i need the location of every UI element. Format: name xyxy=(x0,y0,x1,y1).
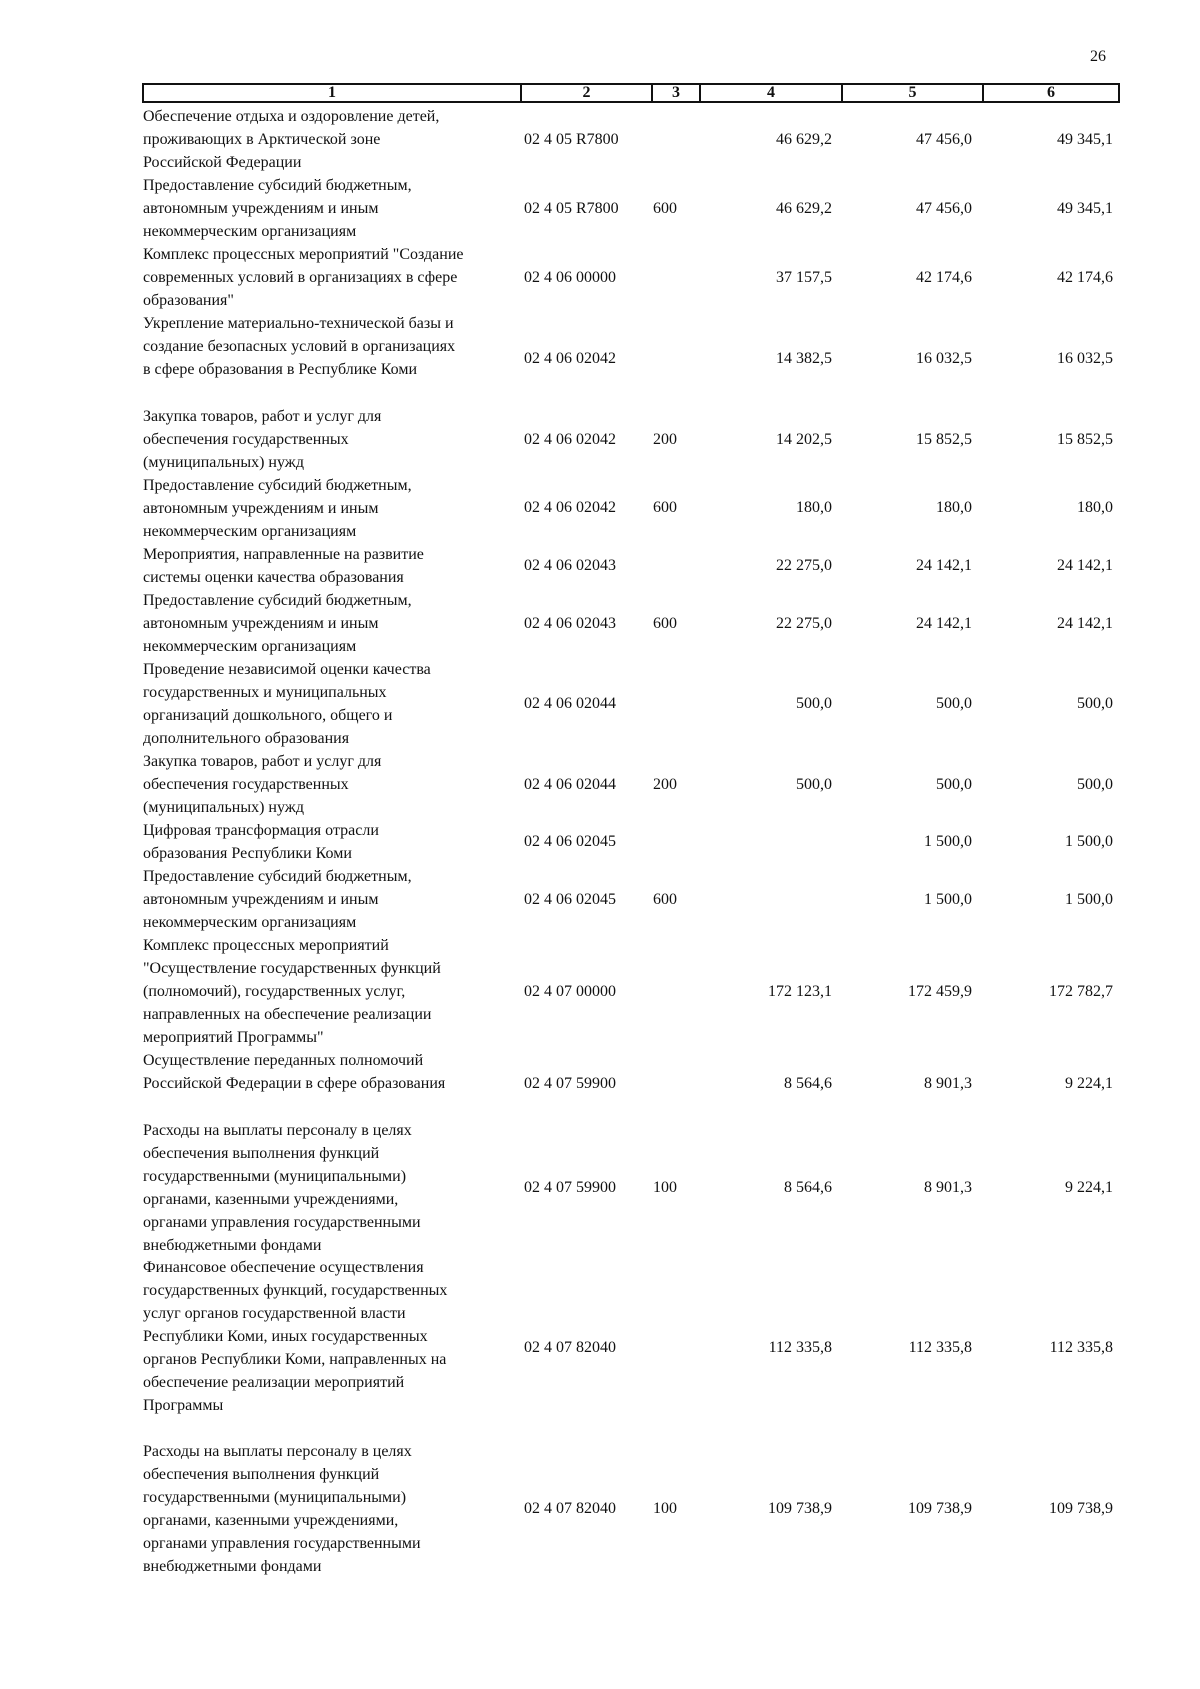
page-number: 26 xyxy=(1090,48,1106,65)
row-code: 02 4 07 59900 xyxy=(524,1075,616,1092)
row-value-5: 47 456,0 xyxy=(916,131,972,148)
row-value-6: 49 345,1 xyxy=(1057,131,1113,148)
table-header xyxy=(142,83,1120,103)
row-code: 02 4 06 02045 xyxy=(524,891,616,908)
row-type: 600 xyxy=(653,499,677,516)
row-value-4: 112 335,8 xyxy=(768,1339,832,1356)
row-value-4: 22 275,0 xyxy=(776,557,832,574)
row-value-5: 112 335,8 xyxy=(908,1339,972,1356)
row-value-6: 9 224,1 xyxy=(1065,1179,1113,1196)
row-code: 02 4 06 02044 xyxy=(524,695,616,712)
header-col-2: 2 xyxy=(522,85,653,101)
row-code: 02 4 06 02043 xyxy=(524,615,616,632)
row-description: Закупка товаров, работ и услуг для обеспечения государственных (муниципальных) нужд xyxy=(143,753,382,816)
row-value-5: 15 852,5 xyxy=(916,431,972,448)
row-code: 02 4 07 82040 xyxy=(524,1339,616,1356)
row-value-4: 22 275,0 xyxy=(776,615,832,632)
row-value-5: 180,0 xyxy=(936,499,972,516)
row-value-4: 37 157,5 xyxy=(776,269,832,286)
row-code: 02 4 05 R7800 xyxy=(524,131,619,148)
row-type: 100 xyxy=(653,1500,677,1517)
row-description: Предоставление субсидий бюджетным, автономным учреждениям и иным некоммерческим организациям xyxy=(143,592,412,655)
row-value-5: 8 901,3 xyxy=(924,1179,972,1196)
row-type: 100 xyxy=(653,1179,677,1196)
row-value-6: 109 738,9 xyxy=(1049,1500,1113,1517)
row-type: 600 xyxy=(653,200,677,217)
row-value-4: 8 564,6 xyxy=(784,1075,832,1092)
row-value-5: 500,0 xyxy=(936,695,972,712)
row-value-6: 9 224,1 xyxy=(1065,1075,1113,1092)
row-value-4: 500,0 xyxy=(796,776,832,793)
row-code: 02 4 06 00000 xyxy=(524,269,616,286)
row-value-6: 1 500,0 xyxy=(1065,891,1113,908)
row-value-6: 1 500,0 xyxy=(1065,833,1113,850)
row-value-5: 1 500,0 xyxy=(924,891,972,908)
header-col-5: 5 xyxy=(843,85,984,101)
row-value-4: 46 629,2 xyxy=(776,200,832,217)
row-value-4: 180,0 xyxy=(796,499,832,516)
row-value-6: 180,0 xyxy=(1077,499,1113,516)
row-value-6: 24 142,1 xyxy=(1057,557,1113,574)
row-description: Расходы на выплаты персоналу в целях обеспечения выполнения функций государственными (муниципальными) органами, казенными учреждениями, органами управления государственными внебюджетными фондами xyxy=(143,1443,421,1575)
row-value-4: 14 382,5 xyxy=(776,350,832,367)
row-value-5: 172 459,9 xyxy=(908,983,972,1000)
row-value-6: 500,0 xyxy=(1077,776,1113,793)
header-col-4: 4 xyxy=(701,85,843,101)
row-description: Расходы на выплаты персоналу в целях обеспечения выполнения функций государственными (муниципальными) органами, казенными учреждениями, органами управления государственными внебюджетными фондами xyxy=(143,1122,421,1254)
row-description: Комплекс процессных мероприятий "Осуществление государственных функций (полномочий), государственных услуг, направленных на обеспечение реализации мероприятий Программы" xyxy=(143,937,441,1046)
row-type: 200 xyxy=(653,776,677,793)
row-value-5: 109 738,9 xyxy=(908,1500,972,1517)
header-col-1: 1 xyxy=(144,85,522,101)
row-value-4: 500,0 xyxy=(796,695,832,712)
row-value-4: 109 738,9 xyxy=(768,1500,832,1517)
row-description: Проведение независимой оценки качества государственных и муниципальных организаций дошкольного, общего и дополнительного образования xyxy=(143,661,431,747)
row-value-5: 24 142,1 xyxy=(916,615,972,632)
row-value-4: 46 629,2 xyxy=(776,131,832,148)
row-description: Закупка товаров, работ и услуг для обеспечения государственных (муниципальных) нужд xyxy=(143,408,382,471)
row-description: Укрепление материально-технической базы и создание безопасных условий в организациях в сфере образования в Республике Коми xyxy=(143,315,456,378)
row-description: Предоставление субсидий бюджетным, автономным учреждениям и иным некоммерческим организациям xyxy=(143,868,412,931)
row-code: 02 4 06 02042 xyxy=(524,499,616,516)
row-value-6: 112 335,8 xyxy=(1049,1339,1113,1356)
row-code: 02 4 06 02042 xyxy=(524,431,616,448)
header-col-6: 6 xyxy=(1047,84,1055,101)
row-description: Комплекс процессных мероприятий "Создание современных условий в организациях в сфере образования" xyxy=(143,246,464,309)
row-code: 02 4 06 02043 xyxy=(524,557,616,574)
row-value-6: 172 782,7 xyxy=(1049,983,1113,1000)
row-value-6: 500,0 xyxy=(1077,695,1113,712)
row-value-6: 16 032,5 xyxy=(1057,350,1113,367)
row-type: 600 xyxy=(653,615,677,632)
row-value-5: 16 032,5 xyxy=(916,350,972,367)
row-code: 02 4 07 00000 xyxy=(524,983,616,1000)
row-code: 02 4 06 02044 xyxy=(524,776,616,793)
row-type: 200 xyxy=(653,431,677,448)
row-value-5: 47 456,0 xyxy=(916,200,972,217)
row-type: 600 xyxy=(653,891,677,908)
row-description: Осуществление переданных полномочий Российской Федерации в сфере образования xyxy=(143,1052,446,1092)
row-value-5: 24 142,1 xyxy=(916,557,972,574)
row-value-5: 42 174,6 xyxy=(916,269,972,286)
row-value-5: 1 500,0 xyxy=(924,833,972,850)
row-description: Цифровая трансформация отрасли образования Республики Коми xyxy=(143,822,379,862)
row-value-4: 8 564,6 xyxy=(784,1179,832,1196)
row-value-6: 42 174,6 xyxy=(1057,269,1113,286)
row-description: Обеспечение отдыха и оздоровление детей, проживающих в Арктической зоне Российской Федерации xyxy=(143,108,440,171)
row-code: 02 4 06 02045 xyxy=(524,833,616,850)
row-code: 02 4 07 82040 xyxy=(524,1500,616,1517)
row-description: Финансовое обеспечение осуществления государственных функций, государственных услуг органов государственной власти Республики Коми, иных государственных органов Республики Коми, направленных на обеспечение реализации мероприятий Программы xyxy=(143,1259,448,1414)
row-value-6: 24 142,1 xyxy=(1057,615,1113,632)
row-value-4: 14 202,5 xyxy=(776,431,832,448)
row-value-6: 15 852,5 xyxy=(1057,431,1113,448)
row-description: Мероприятия, направленные на развитие системы оценки качества образования xyxy=(143,546,424,586)
row-description: Предоставление субсидий бюджетным, автономным учреждениям и иным некоммерческим организациям xyxy=(143,477,412,540)
row-code: 02 4 07 59900 xyxy=(524,1179,616,1196)
row-value-5: 500,0 xyxy=(936,776,972,793)
row-code: 02 4 06 02042 xyxy=(524,350,616,367)
row-code: 02 4 05 R7800 xyxy=(524,200,619,217)
row-value-4: 172 123,1 xyxy=(768,983,832,1000)
row-value-6: 49 345,1 xyxy=(1057,200,1113,217)
header-col-3: 3 xyxy=(653,85,701,101)
row-value-5: 8 901,3 xyxy=(924,1075,972,1092)
row-description: Предоставление субсидий бюджетным, автономным учреждениям и иным некоммерческим организациям xyxy=(143,177,412,240)
